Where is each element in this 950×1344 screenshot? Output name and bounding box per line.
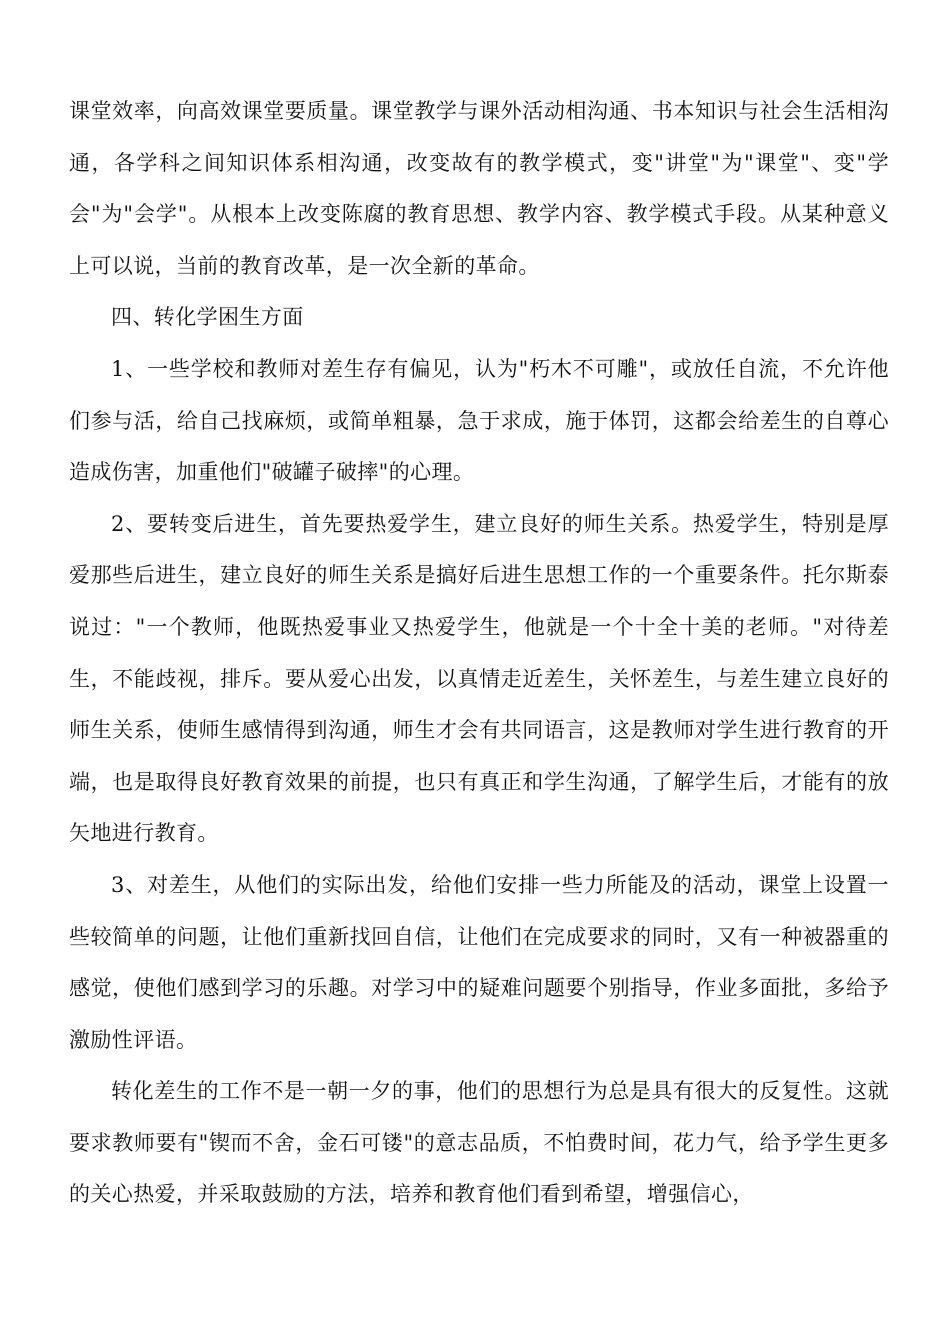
document-body [69, 86, 889, 1221]
section-heading-4: 四、转化学困生方面 [111, 305, 304, 330]
paragraph-conclusion: 转化差生的工作不是一朝一夕的事，他们的思想行为总是具有很大的反复性。这就要求教师要有"锲而不舍，金石可镂"的意志品质，不怕费时间，花力气，给予学生更多的关心热爱，并采取鼓励的方法，培养和教育他们看到希望，增强信心， [69, 1079, 889, 1207]
paragraph-item-1: 1、一些学校和教师对差生存有偏见，认为"朽木不可雕"，或放任自流，不允许他们参与活，给自己找麻烦，或简单粗暴，急于求成，施于体罚，这都会给差生的自尊心造成伤害，加重他们"破罐子破摔"的心理。 [69, 356, 889, 485]
paragraph-item-3: 3、对差生，从他们的实际出发，给他们安排一些力所能及的活动，课堂上设置一些较简单的问题，让他们重新找回自信，让他们在完成要求的同时，又有一种被器重的感觉，使他们感到学习的乐趣。对学习中的疑难问题要个别指导，作业多面批，多给予激励性评语。 [69, 872, 889, 1052]
paragraph-item-2: 2、要转变后进生，首先要热爱学生，建立良好的师生关系。热爱学生，特别是厚爱那些后进生，建立良好的师生关系是搞好后进生思想工作的一个重要条件。托尔斯泰说过："一个教师，他既热爱事业又热爱学生，他就是一个十全十美的老师。"对待差生，不能歧视，排斥。要从爱心出发，以真情走近差生，关怀差生，与差生建立良好的师生关系，使师生感情得到沟通，师生才会有共同语言，这是教师对学生进行教育的开端，也是取得良好教育效果的前提，也只有真正和学生沟通，了解学生后，才能有的放矢地进行教育。 [69, 511, 889, 846]
paragraph-continued: 课堂效率，向高效课堂要质量。课堂教学与课外活动相沟通、书本知识与社会生活相沟通，各学科之间知识体系相沟通，改变故有的教学模式，变"讲堂"为"课堂"、变"学会"为"会学"。从根本上改变陈腐的教育思想、教学内容、教学模式手段。从某种意义上可以说，当前的教育改革，是一次全新的革命。 [69, 99, 889, 278]
